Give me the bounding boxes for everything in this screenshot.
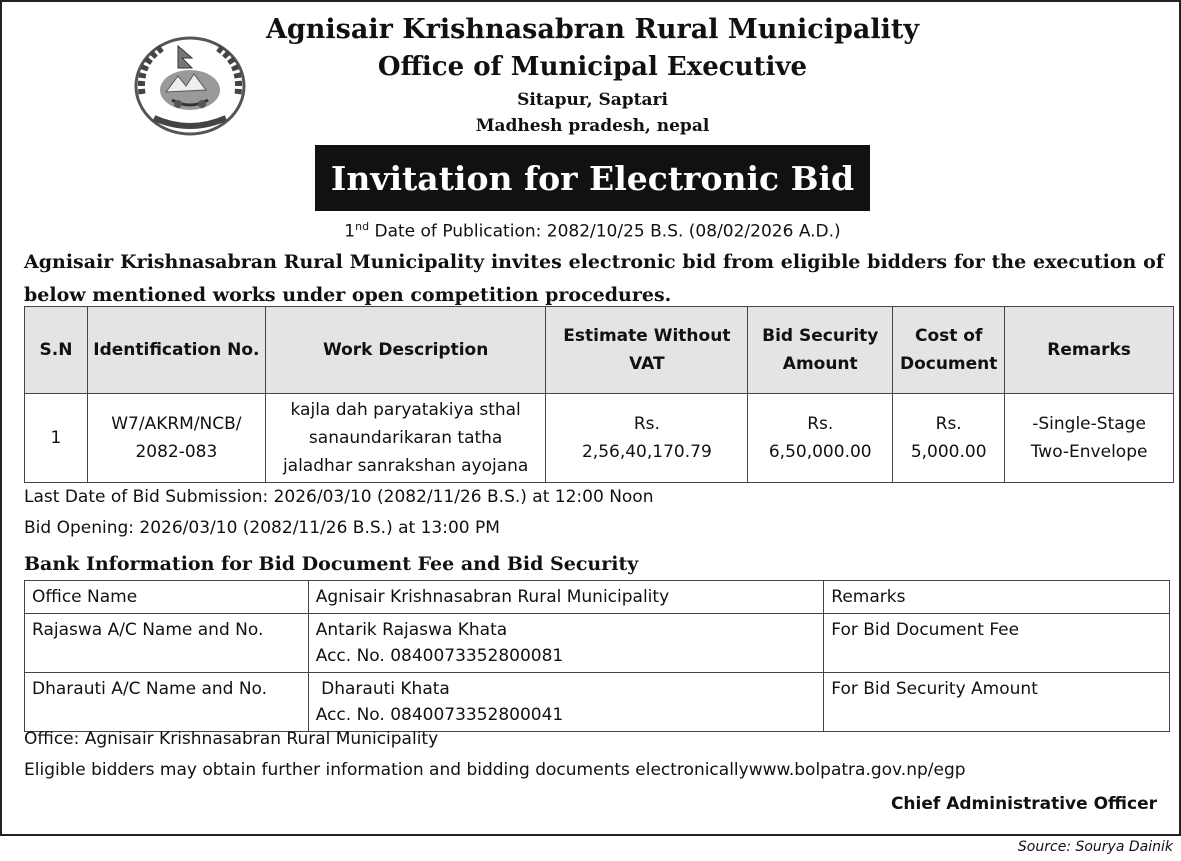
- cost-currency: Rs.: [935, 414, 962, 434]
- description-line-1: kajla dah paryatakiya sthal: [290, 400, 521, 420]
- header-sn: S.N: [25, 307, 88, 394]
- estimate-currency: Rs.: [633, 414, 660, 434]
- cell-bid-security: [748, 394, 893, 483]
- address-line-1: Sitapur, Saptari: [517, 90, 668, 110]
- bank-cell-label: Rajaswa A/C Name and No.: [25, 614, 309, 673]
- header-remarks: Remarks: [1005, 307, 1174, 394]
- security-amount: 6,50,000.00: [768, 442, 872, 462]
- account-number: Acc. No. 0840073352800081: [315, 646, 564, 666]
- cell-estimate: [546, 394, 748, 483]
- security-currency: Rs.: [807, 414, 834, 434]
- publication-text: Date of Publication: 2082/10/25 B.S. (08/02/2026 A.D.): [369, 221, 841, 242]
- bank-cell-value: [308, 614, 824, 673]
- office-name: Office of Municipal Executive: [377, 52, 808, 82]
- source-credit: Source: Sourya Dainik: [1017, 839, 1173, 855]
- bank-cell-label: Dharauti A/C Name and No.: [25, 673, 309, 732]
- table-row: [25, 673, 1170, 732]
- estimate-amount: 2,56,40,170.79: [581, 442, 712, 462]
- cell-cost-of-document: [893, 394, 1005, 483]
- bid-opening-date: Bid Opening: 2026/03/10 (2082/11/26 B.S.) at 13:00 PM: [24, 518, 500, 538]
- header-estimate-line-2: VAT: [629, 354, 665, 374]
- description-line-2: sanaundarikaran tatha: [308, 428, 503, 448]
- bank-cell-remarks: For Bid Security Amount: [824, 673, 1170, 732]
- account-number: Acc. No. 0840073352800041: [315, 705, 564, 725]
- cell-remarks: [1005, 394, 1174, 483]
- cell-identification: [87, 394, 265, 483]
- header-security-line-2: Amount: [782, 354, 858, 374]
- cell-sn: 1: [25, 394, 88, 483]
- signatory-title: Chief Administrative Officer: [890, 794, 1157, 814]
- table-row: [25, 614, 1170, 673]
- bank-cell-value: [308, 673, 824, 732]
- bank-cell-remarks: Remarks: [824, 581, 1170, 614]
- cell-work-description: [265, 394, 546, 483]
- bid-table: [24, 306, 1174, 483]
- header-estimate-line-1: Estimate Without: [563, 326, 731, 346]
- table-row: [25, 394, 1174, 483]
- publication-date: [2, 220, 1181, 242]
- header-work-description: Work Description: [265, 307, 546, 394]
- municipality-name: Agnisair Krishnasabran Rural Municipality: [265, 14, 920, 45]
- cost-amount: 5,000.00: [910, 442, 987, 462]
- header-bid-security: [748, 307, 893, 394]
- bank-info-table: [24, 580, 1170, 732]
- header-estimate: [546, 307, 748, 394]
- bank-info-heading: Bank Information for Bid Document Fee and Bid Security: [24, 553, 639, 575]
- bank-cell-remarks: For Bid Document Fee: [824, 614, 1170, 673]
- remarks-line-1: -Single-Stage: [1032, 414, 1146, 434]
- header-security-line-1: Bid Security: [762, 326, 879, 346]
- address-line-2: Madhesh pradesh, nepal: [475, 116, 710, 136]
- intro-paragraph: Agnisair Krishnasabran Rural Municipality invites electronic bid from eligible bidders for the execution of below mentioned works under open competition procedures.: [24, 251, 1164, 306]
- bank-cell-label: Office Name: [25, 581, 309, 614]
- identification-line-2: 2082-083: [135, 442, 218, 462]
- account-name: Antarik Rajaswa Khata: [315, 620, 508, 640]
- description-line-3: jaladhar sanrakshan ayojana: [282, 456, 529, 476]
- publication-ordinal-suffix: nd: [355, 220, 370, 233]
- account-name: Dharauti Khata: [315, 679, 450, 699]
- header-cost-line-2: Document: [899, 354, 998, 374]
- notice-title: Invitation for Electronic Bid: [330, 158, 855, 198]
- remarks-line-2: Two-Envelope: [1030, 442, 1148, 462]
- table-row: [25, 581, 1170, 614]
- notice-title-banner: [315, 145, 870, 211]
- header-cost-of-document: [893, 307, 1005, 394]
- bank-cell-value: Agnisair Krishnasabran Rural Municipality: [308, 581, 824, 614]
- publication-ordinal: 1: [344, 221, 356, 242]
- eligible-bidders-line: Eligible bidders may obtain further information and bidding documents electronicallywww.bolpatra.gov.np/egp: [24, 760, 966, 780]
- bid-submission-deadline: Last Date of Bid Submission: 2026/03/10 (2082/11/26 B.S.) at 12:00 Noon: [24, 487, 654, 507]
- bid-table-header-row: [25, 307, 1174, 394]
- office-line: Office: Agnisair Krishnasabran Rural Municipality: [24, 729, 439, 749]
- header-cost-line-1: Cost of: [914, 326, 983, 346]
- header-identification: Identification No.: [87, 307, 265, 394]
- identification-line-1: W7/AKRM/NCB/: [111, 414, 242, 434]
